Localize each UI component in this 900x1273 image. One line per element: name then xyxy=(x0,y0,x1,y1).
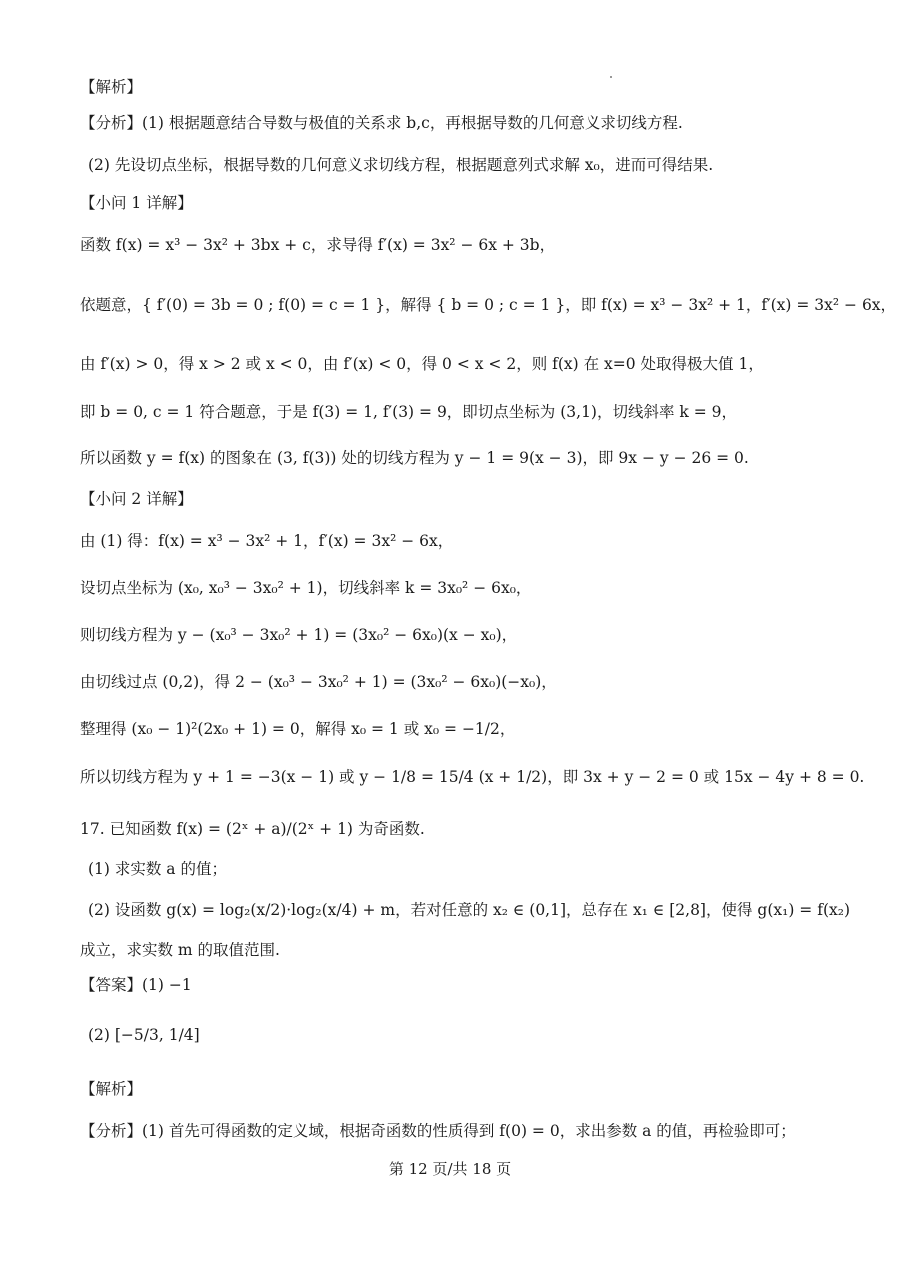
text-line: 【分析】(1) 根据题意结合导数与极值的关系求 b,c，再根据导数的几何意义求切线方程. xyxy=(80,114,683,132)
text-line: 依题意，{ f′(0) = 3b = 0 ; f(0) = c = 1 }，解得 { b = 0 ; c = 1 }，即 f(x) = x³ − 3x² + 1，f′(x) = 3x² − 6x， xyxy=(80,296,897,314)
text-line: 17. 已知函数 f(x) = (2ˣ + a)/(2ˣ + 1) 为奇函数. xyxy=(80,820,425,838)
text-line: (1) 求实数 a 的值； xyxy=(88,860,227,878)
text-line: 由 f′(x) > 0，得 x > 2 或 x < 0，由 f′(x) < 0，得 0 < x < 2，则 f(x) 在 x=0 处取得极大值 1， xyxy=(80,355,764,373)
text-line: 设切点坐标为 (x₀, x₀³ − 3x₀² + 1)，切线斜率 k = 3x₀² − 6x₀， xyxy=(80,579,532,597)
text-line: 成立，求实数 m 的取值范围. xyxy=(80,941,280,959)
text-line: 即 b = 0, c = 1 符合题意，于是 f(3) = 1, f′(3) = 9，即切点坐标为 (3,1)，切线斜率 k = 9， xyxy=(80,403,738,421)
text-line: (2) 设函数 g(x) = log₂(x/2)·log₂(x/4) + m，若对任意的 x₂ ∈ (0,1]，总存在 x₁ ∈ [2,8]，使得 g(x₁) = f(x₂) xyxy=(88,901,850,919)
text-line: 【小问 1 详解】 xyxy=(80,194,193,212)
text-line: 所以切线方程为 y + 1 = −3(x − 1) 或 y − 1/8 = 15/4 (x + 1/2)，即 3x + y − 2 = 0 或 15x − 4y + 8 = 0. xyxy=(80,768,865,786)
text-line: 【分析】(1) 首先可得函数的定义域，根据奇函数的性质得到 f(0) = 0，求出参数 a 的值，再检验即可； xyxy=(80,1122,796,1140)
text-line: 整理得 (x₀ − 1)²(2x₀ + 1) = 0，解得 x₀ = 1 或 x₀ = −1/2， xyxy=(80,720,516,738)
text-line: 【解析】 xyxy=(80,78,143,96)
text-line: 所以函数 y = f(x) 的图象在 (3, f(3)) 处的切线方程为 y − 1 = 9(x − 3)，即 9x − y − 26 = 0. xyxy=(80,449,749,467)
text-line: (2) 先设切点坐标，根据导数的几何意义求切线方程，根据题意列式求解 x₀，进而可得结果. xyxy=(88,156,714,174)
text-line: 【答案】(1) −1 xyxy=(80,976,192,994)
text-line: 【小问 2 详解】 xyxy=(80,490,193,508)
text-line: 【解析】 xyxy=(80,1080,143,1098)
text-line: 函数 f(x) = x³ − 3x² + 3bx + c，求导得 f′(x) = 3x² − 6x + 3b， xyxy=(80,236,556,254)
text-line: (2) [−5/3, 1/4] xyxy=(88,1026,200,1044)
scan-dot xyxy=(610,76,612,78)
text-line: 则切线方程为 y − (x₀³ − 3x₀² + 1) = (3x₀² − 6x₀)(x − x₀)， xyxy=(80,626,518,644)
text-line: 由 (1) 得：f(x) = x³ − 3x² + 1，f′(x) = 3x² − 6x， xyxy=(80,532,454,550)
text-line: 由切线过点 (0,2)，得 2 − (x₀³ − 3x₀² + 1) = (3x₀² − 6x₀)(−x₀)， xyxy=(80,673,557,691)
page-footer: 第 12 页/共 18 页 xyxy=(388,1160,512,1178)
